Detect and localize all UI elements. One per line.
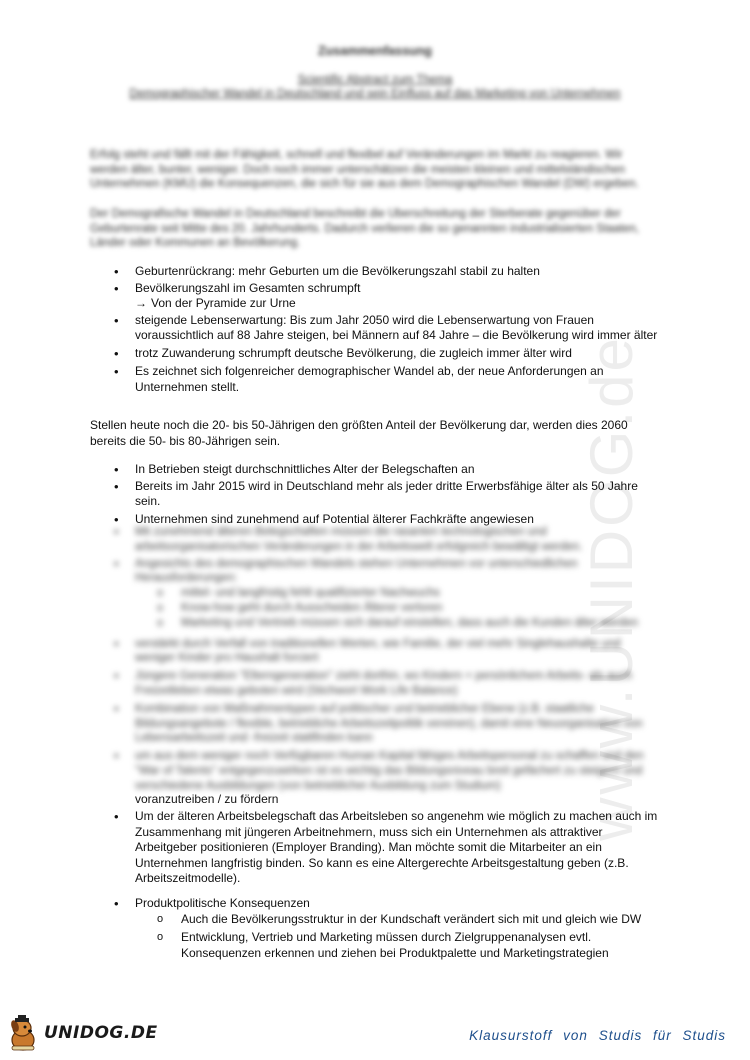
dog-mascot-icon — [6, 1013, 40, 1053]
sub-list-item: o Know-how geht durch Ausscheiden Älterer verloren — [135, 601, 663, 616]
list-item: • Es zeichnet sich folgenreicher demographischer Wandel ab, der neue Anforderungen an Unternehmen stellt. — [108, 364, 663, 395]
watermark-text: www.UNIDOG.de — [578, 335, 645, 841]
bullet-list-1 — [108, 264, 663, 396]
arrow-text: Von der Pyramide zur Urne — [151, 296, 296, 310]
list-item: • um aus dem weniger noch Verfügbaren Human Kapital fähiges Arbeitspersonal zu schaffen und den "War of Talents" entgegenzuwirken ist es wichtig das Bildungsniveau breit gefächert zu steigern und verschiedene Ausbildungen (von betrieblicher Ausbildung zum Studium) — [108, 749, 663, 793]
intro-paragraph-1: Erfolg steht und fällt mit der Fähigkeit, schnell und flexibel auf Veränderungen im Markt zu reagieren. Wir werden älter, bunter, weniger. Doch noch immer unterschätzen die meisten kleinen und mittelständischen Unternehmen (KMU) die Konsequenzen, die sich für sie aus dem Demographischen Wandel (DW) ergeben. — [90, 149, 639, 190]
sub-list — [135, 586, 663, 630]
list-item: • Jüngere Generation "Elterngeneration" zieht dorthin, wo Kindern + persönlichem Arbeits- als auch Freizeitleben etwas geboten wird (Stichwort Work Life Balance) — [108, 669, 663, 699]
list-item: • Bereits im Jahr 2015 wird in Deutschland mehr als jeder dritte Erwerbsfähige älter als 50 Jahre sein. — [108, 479, 663, 510]
sub-list-item: o mittel- und langfristig fehlt qualifizierter Nachwuchs — [135, 586, 663, 601]
list-item: • trotz Zuwanderung schrumpft deutsche Bevölkerung, die zugleich immer älter wird — [108, 346, 663, 362]
list-item: • Geburtenrückrang: mehr Geburten um die Bevölkerungszahl stabil zu halten — [108, 264, 663, 280]
bullet-list-2-clear — [108, 462, 663, 528]
list-item-text: Bevölkerungszahl im Gesamten schrumpft — [135, 280, 361, 295]
sub-list-item: o Auch die Bevölkerungsstruktur in der Kundschaft verändert sich mit und gleich wie DW — [135, 912, 663, 928]
subtitle-line-2: Demographischer Wandel in Deutschland und sein Einfluss auf das Marketing von Unternehmen — [129, 88, 621, 100]
middle-paragraph: Stellen heute noch die 20- bis 50-Jährigen den größten Anteil der Bevölkerung dar, werden dies 2060 bereits die 50- bis 80-Jährigen sein. — [90, 418, 628, 448]
list-item-text: Produktpolitische Konsequenzen — [135, 896, 310, 910]
list-item: • Kombination von Maßnahmentypen auf politischer und betrieblicher Ebene (z.B. staatliche Bildungsangebote / flexible, betriebliche Arbeitszeitpolitik vereinen), damit eine Neuorganisation von Lebensarbeitszeit und -freizeit stattfinden kann — [108, 702, 663, 746]
list-item — [108, 557, 663, 631]
sub-list-item: o Entwicklung, Vertrieb und Marketing müssen durch Zielgruppenanalysen evtl. Konsequenzen erkennen und ziehen bei Produktpalette und Marketingstrategien — [135, 930, 663, 961]
document-title: Zusammenfassung — [318, 44, 432, 58]
list-item: • Mit zunehmend älteren Belegschaften müssen die rasanten technologischen und arbeitsorganisatorischen Veränderungen in der Arbeitswelt erfolgreich bewältigt werden. — [108, 525, 663, 555]
list-item — [108, 281, 663, 312]
sub-list — [135, 912, 663, 962]
list-item: • Um der älteren Arbeitsbelegschaft das Arbeitsleben so angenehm wie möglich zu machen auch im Zusammenhang mit jüngeren Arbeitnehmern, muss sich ein Unternehmen als attraktiver Arbeitgeber positionieren (Employer Branding). Man möchte somit die Mitarbeiter an ein Unternehmen langfristig binden. So kann es eine Altergerechte Arbeitsgestaltung geben (z.B. Arbeitszeitmodelle). — [108, 809, 663, 887]
list-continuation: voranzutreiben / zu fördern — [135, 792, 279, 806]
unidog-logo[interactable] — [6, 1013, 158, 1053]
list-item: • verstärkt durch Verfall von traditionellen Werten, wie Familie, der viel mehr Singlehaushalte und weniger Kinder pro Haushalt forciert — [108, 637, 663, 667]
arrow-line — [135, 296, 663, 312]
logo-text: UNIDOG.DE — [44, 1023, 158, 1043]
footer-tagline: Klausurstoff von Studis für Studis — [469, 1028, 726, 1043]
list-item: • Unternehmen sind zunehmend auf Potential älterer Fachkräfte angewiesen — [108, 512, 663, 528]
list-item — [108, 896, 663, 961]
subtitle-line-1: Scientific Abstract zum Thema — [297, 74, 453, 86]
intro-paragraph-2: Der Demografische Wandel in Deutschland beschreibt die Überschreitung der Sterberate gegenüber der Geburtenrate seit Mitte des 20. Jahrhunderts. Dadurch verlieren die so genannten industrialisierten Staaten, Länder oder Kommunen an Bevölkerung. — [90, 208, 640, 249]
arrow-right-icon: → — [135, 296, 147, 310]
list-item: • In Betrieben steigt durchschnittliches Alter der Belegschaften an — [108, 462, 663, 478]
document-subtitle — [0, 73, 750, 101]
list-item: • steigende Lebenserwartung: Bis zum Jahr 2050 wird die Lebenserwartung von Frauen voraussichtlich auf 88 Jahre steigen, bei Männern auf 84 Jahre – die Bevölkerung wird immer älter — [108, 313, 663, 344]
bullet-list-2-blurred — [108, 525, 663, 795]
bullet-list-3 — [108, 896, 663, 962]
bullet-list-2-end — [108, 809, 663, 888]
sub-list-item: o Marketing und Vertrieb müssen sich darauf einstellen, dass auch die Kunden älter werden — [135, 616, 663, 631]
list-item-text: Angesichts des demographischen Wandels stehen Unternehmen vor unterschiedlichen Herausforderungen: — [135, 557, 578, 585]
